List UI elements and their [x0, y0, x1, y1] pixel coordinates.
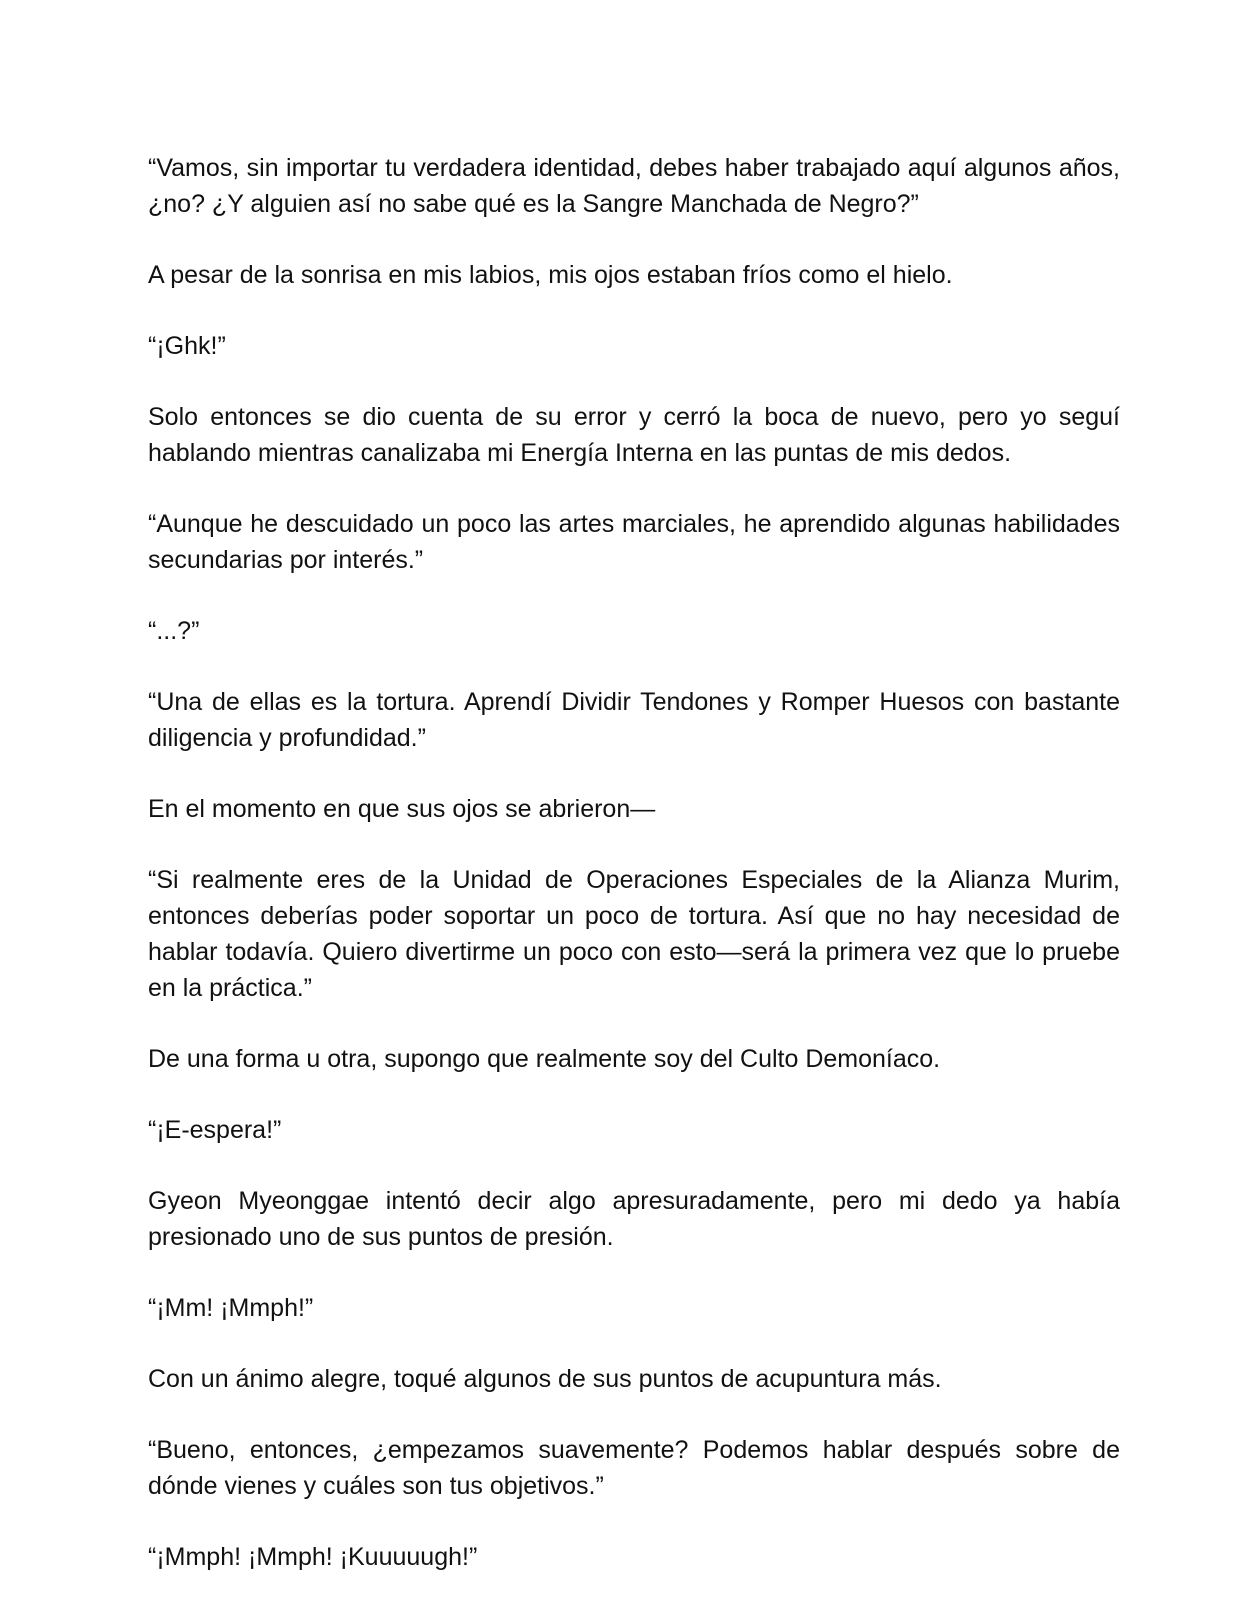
paragraph: “Bueno, entonces, ¿empezamos suavemente? Podemos hablar después sobre de dónde vienes y cuáles son tus objetivos.”	[148, 1436, 1120, 1500]
paragraph: “Vamos, sin importar tu verdadera identidad, debes haber trabajado aquí algunos años, ¿no? ¿Y alguien así no sabe qué es la Sangre Manchada de Negro?”	[148, 154, 1120, 218]
paragraph: En el momento en que sus ojos se abrieron—	[148, 795, 656, 823]
paragraph: “Si realmente eres de la Unidad de Operaciones Especiales de la Alianza Murim, entonces deberías poder soportar un poco de tortura. Así que no hay necesidad de hablar todavía. Quiero divertirme un poco con esto—será la primera vez que lo pruebe en la práctica.”	[148, 866, 1120, 1002]
paragraph: Solo entonces se dio cuenta de su error y cerró la boca de nuevo, pero yo seguí hablando mientras canalizaba mi Energía Interna en las puntas de mis dedos.	[148, 403, 1120, 467]
paragraph: Gyeon Myeonggae intentó decir algo apresuradamente, pero mi dedo ya había presionado uno de sus puntos de presión.	[148, 1187, 1120, 1251]
paragraph: “¡E-espera!”	[148, 1116, 282, 1144]
paragraph: “Aunque he descuidado un poco las artes marciales, he aprendido algunas habilidades secundarias por interés.”	[148, 510, 1120, 574]
paragraph: A pesar de la sonrisa en mis labios, mis ojos estaban fríos como el hielo.	[148, 261, 953, 289]
paragraph: “Una de ellas es la tortura. Aprendí Dividir Tendones y Romper Huesos con bastante diligencia y profundidad.”	[148, 688, 1120, 752]
paragraph: “¡Mm! ¡Mmph!”	[148, 1294, 314, 1322]
paragraph: “¡Mmph! ¡Mmph! ¡Kuuuuugh!”	[148, 1543, 478, 1571]
paragraph: “...?”	[148, 617, 200, 645]
body-text	[148, 150, 1120, 1610]
paragraph: Con un ánimo alegre, toqué algunos de sus puntos de acupuntura más.	[148, 1365, 942, 1393]
paragraph: De una forma u otra, supongo que realmente soy del Culto Demoníaco.	[148, 1045, 941, 1073]
paragraph: “¡Ghk!”	[148, 332, 226, 360]
